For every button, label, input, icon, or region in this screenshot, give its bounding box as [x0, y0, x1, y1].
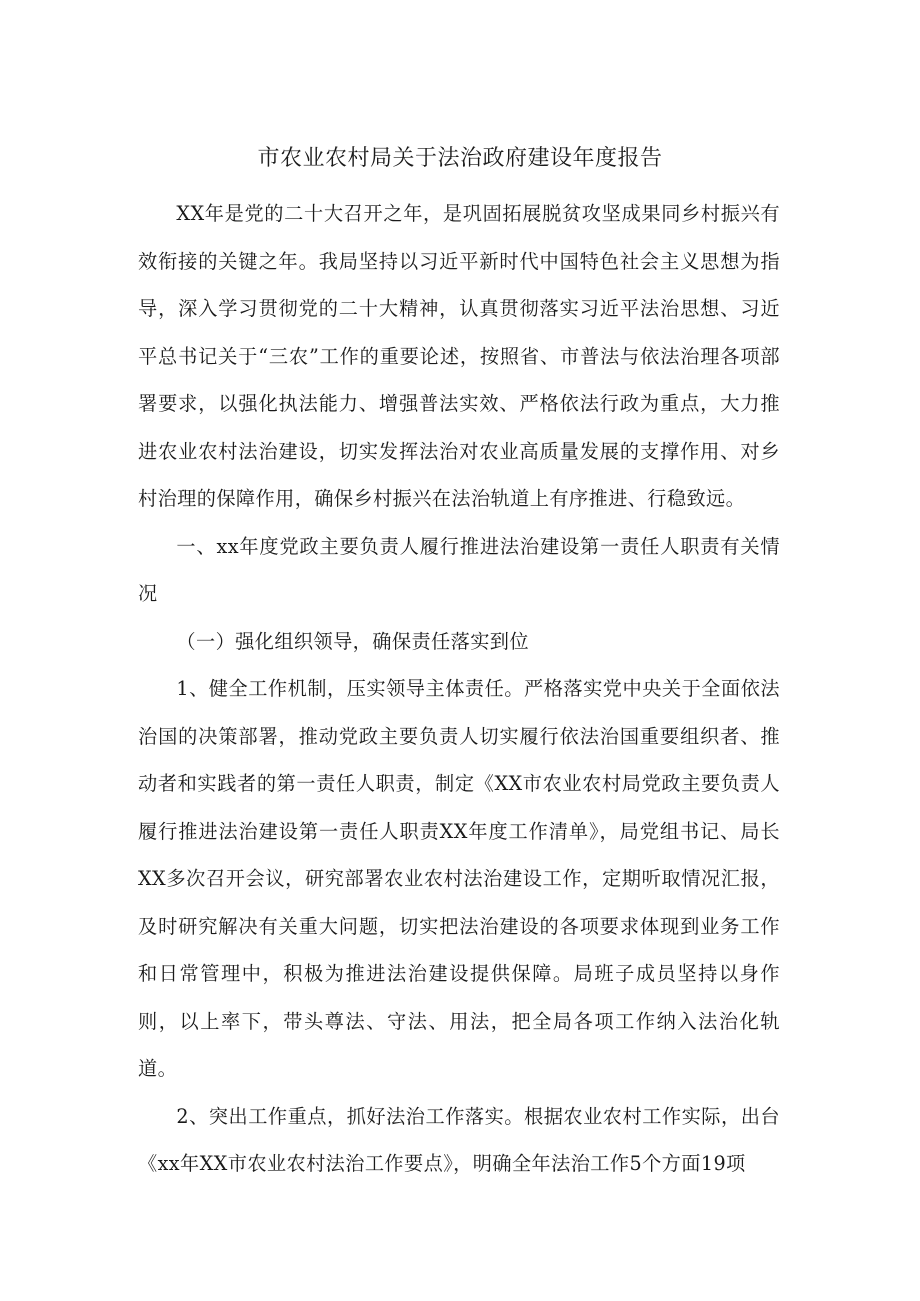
item-paragraph-2: 2、突出工作重点，抓好法治工作落实。根据农业农村工作实际，出台《xx年XX市农业农村法治工作要点》，明确全年法治工作5个方面19项: [138, 1104, 780, 1175]
document-title: 市农业农村局关于法治政府建设年度报告: [257, 146, 663, 171]
document-body: [138, 190, 780, 1188]
section-heading-1: 一、xx年度党政主要负责人履行推进法治建设第一责任人职责有关情况: [138, 534, 780, 605]
subsection-heading-1: （一）强化组织领导，确保责任落实到位: [176, 629, 529, 653]
intro-paragraph: XX年是党的二十大召开之年，是巩固拓展脱贫攻坚成果同乡村振兴有效衔接的关键之年。我局坚持以习近平新时代中国特色社会主义思想为指导，深入学习贯彻党的二十大精神，认真贯彻落实习近平法治思想、习近平总书记关于“三农”工作的重要论述，按照省、市普法与依法治理各项部署要求，以强化执法能力、增强普法实效、严格依法行政为重点，大力推进农业农村法治建设，切实发挥法治对农业高质量发展的支撑作用、对乡村治理的保障作用，确保乡村振兴在法治轨道上有序推进、行稳致远。: [138, 202, 780, 510]
item-paragraph-1: 1、健全工作机制，压实领导主体责任。严格落实党中央关于全面依法治国的决策部署，推动党政主要负责人切实履行依法治国重要组织者、推动者和实践者的第一责任人职责，制定《XX市农业农村局党政主要负责人履行推进法治建设第一责任人职责XX年度工作清单》，局党组书记、局长XX多次召开会议，研究部署农业农村法治建设工作，定期听取情况汇报，及时研究解决有关重大问题，切实把法治建设的各项要求体现到业务工作和日常管理中，积极为推进法治建设提供保障。局班子成员坚持以身作则，以上率下，带头尊法、守法、用法，把全局各项工作纳入法治化轨道。: [138, 677, 780, 1080]
